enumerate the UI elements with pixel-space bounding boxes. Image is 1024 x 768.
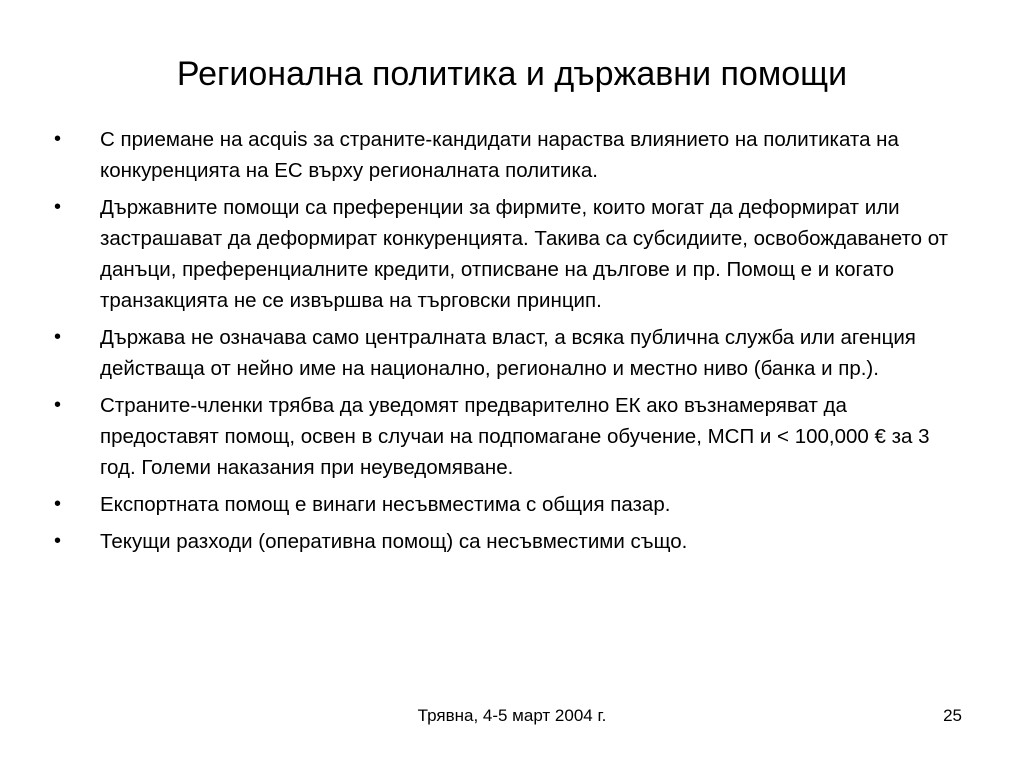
bullet-icon: •	[54, 128, 62, 150]
slide-title: Регионална политика и държавни помощи	[176, 55, 848, 93]
bullet-item	[54, 489, 964, 520]
bullet-text: Текущи разходи (оперативна помощ) са несъвместими също.	[100, 530, 688, 553]
bullet-icon: •	[54, 326, 62, 348]
bullet-icon: •	[54, 196, 62, 218]
slide-footer: Трявна, 4-5 март 2004 г.	[417, 706, 607, 725]
bullet-text: С приемане на acquis за страните-кандидати нараства влиянието на политиката на конкуренцията на ЕС върху регионалната политика.	[100, 128, 899, 182]
bullet-text: Страните-членки трябва да уведомят предварително ЕК ако възнамеряват да предоставят помощ, освен в случаи на подпомагане обучение, МСП и < 100,000 € за 3 год. Големи наказания при неуведомяване.	[100, 394, 930, 479]
page-number: 25	[943, 706, 962, 725]
bullet-text: Експортната помощ е винаги несъвместима с общия пазар.	[100, 493, 671, 516]
bullet-list	[54, 124, 964, 563]
bullet-item	[54, 526, 964, 557]
bullet-icon: •	[54, 530, 62, 552]
bullet-item	[54, 322, 964, 384]
bullet-text: Държавните помощи са преференции за фирмите, които могат да деформират или застрашават да деформират конкуренцията. Такива са субсидиите, освобождаването от данъци, преференциалните кредити, отписване на дългове и пр. Помощ е и когато транзакцията не се извършва на търговски принцип.	[100, 196, 949, 312]
bullet-text: Държава не означава само централната власт, а всяка публична служба или агенция действаща от нейно име на национално, регионално и местно ниво (банка и пр.).	[100, 326, 916, 380]
bullet-icon: •	[54, 394, 62, 416]
bullet-item	[54, 124, 964, 186]
bullet-item	[54, 192, 964, 316]
bullet-icon: •	[54, 493, 62, 515]
bullet-item	[54, 390, 964, 483]
